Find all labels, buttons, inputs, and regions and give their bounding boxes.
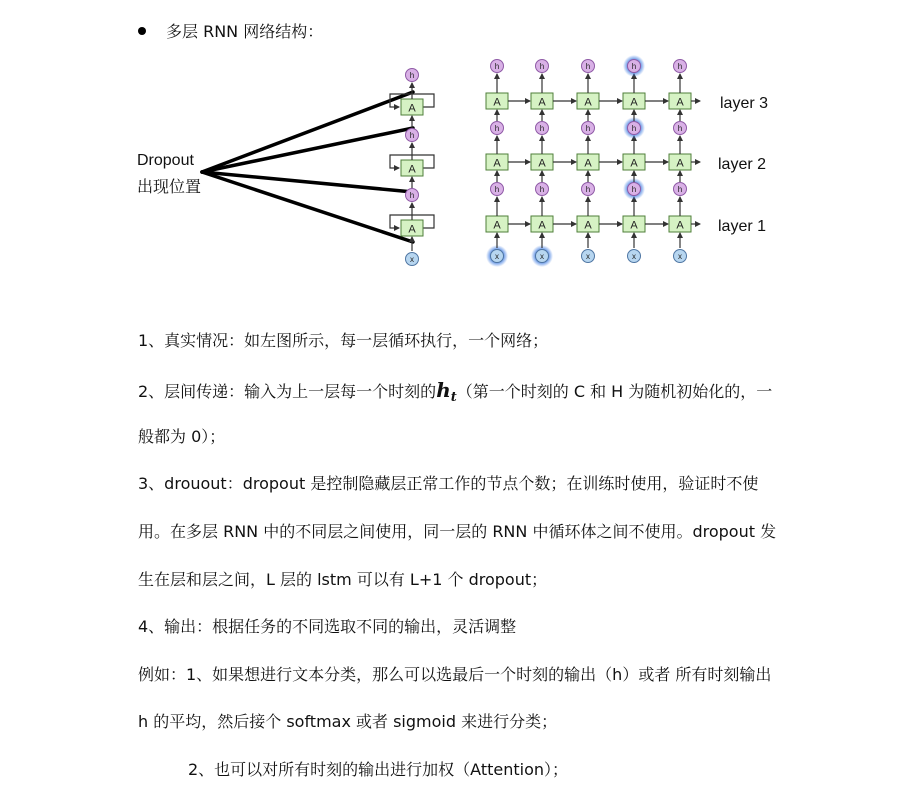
text-line-2-pre: 2、层间传递：输入为上一层每一个时刻的 (138, 382, 437, 401)
dropout-label: Dropout (137, 152, 194, 169)
dropout-position-label: 出现位置 (137, 177, 202, 196)
hidden-state-label: h (677, 185, 683, 194)
rnn-cell-label: A (630, 96, 638, 109)
rnn-cell-label: A (493, 219, 501, 232)
hidden-state-label: h (677, 124, 683, 133)
hidden-state-label: h (539, 185, 545, 194)
rnn-cell-label: A (676, 157, 684, 170)
text-line-8: 例如：1、如果想进行文本分类，那么可以选最后一个时刻的输出（h）或者 所有时刻输出 (138, 665, 772, 684)
hidden-state-label: h (539, 62, 545, 71)
rnn-cell-label: A (676, 219, 684, 232)
text-line-2-post: （第一个时刻的 C 和 H 为随机初始化的，一 (456, 382, 773, 401)
ht-subscript: t (450, 390, 457, 406)
rnn-cell-label: A (408, 223, 416, 236)
text-line-1: 1、真实情况：如左图所示，每一层循环执行，一个网络； (138, 331, 549, 350)
hidden-state-label: h (631, 62, 637, 71)
rnn-cell-label: A (493, 157, 501, 170)
input-label: x (540, 252, 544, 261)
layer-2-label: layer 2 (718, 156, 767, 173)
hidden-state-label: h (409, 191, 415, 200)
input-label: x (678, 252, 682, 261)
rnn-cell-label: A (630, 219, 638, 232)
text-line-6: 生在层和层之间，L 层的 lstm 可以有 L+1 个 dropout； (138, 570, 548, 589)
rnn-cell-label: A (538, 157, 546, 170)
rnn-cell-label: A (493, 96, 501, 109)
dropout-pointers (202, 92, 413, 242)
input-label: x (410, 255, 414, 264)
hidden-state-label: h (631, 185, 637, 194)
input-label: x (632, 252, 636, 261)
rnn-cell-label: A (538, 219, 546, 232)
rnn-cell-label: A (584, 96, 592, 109)
hidden-state-label: h (494, 185, 500, 194)
hidden-state-label: h (494, 124, 500, 133)
heading-text: 多层 RNN 网络结构： (166, 22, 324, 41)
rnn-cell-label: A (584, 219, 592, 232)
hidden-state-label: h (409, 71, 415, 80)
hidden-state-label: h (494, 62, 500, 71)
text-line-9: h 的平均，然后接个 softmax 或者 sigmoid 来进行分类； (138, 712, 558, 731)
text-line-7: 4、输出：根据任务的不同选取不同的输出，灵活调整 (138, 617, 517, 636)
rnn-cell-label: A (408, 163, 416, 176)
input-label: x (586, 252, 590, 261)
hidden-state-label: h (585, 62, 591, 71)
rnn-cell-label: A (676, 96, 684, 109)
text-line-2 (138, 378, 772, 410)
dropout-pointer-line (202, 92, 413, 172)
unrolled-rnn-grid (486, 55, 700, 267)
multilayer-rnn-diagram (0, 0, 908, 300)
rnn-cell-label: A (630, 157, 638, 170)
rnn-cell-label: A (538, 96, 546, 109)
input-label: x (495, 252, 499, 261)
hidden-state-label: h (539, 124, 545, 133)
ht-symbol: h (436, 378, 451, 402)
hidden-state-label: h (631, 124, 637, 133)
text-line-10: 2、也可以对所有时刻的输出进行加权（Attention）； (188, 760, 569, 779)
hidden-state-label: h (677, 62, 683, 71)
rnn-cell-label: A (408, 102, 416, 115)
layer-3-label: layer 3 (720, 95, 769, 112)
dropout-pointer-line (202, 128, 413, 172)
hidden-state-label: h (585, 124, 591, 133)
text-line-3: 般都为 0）； (138, 427, 226, 446)
rnn-cell-label: A (584, 157, 592, 170)
text-line-5: 用。在多层 RNN 中的不同层之间使用，同一层的 RNN 中循环体之间不使用。dropout 发 (138, 522, 777, 541)
hidden-state-label: h (585, 185, 591, 194)
layer-1-label: layer 1 (718, 218, 767, 235)
hidden-state-label: h (409, 131, 415, 140)
text-line-4: 3、drouout：dropout 是控制隐藏层正常工作的节点个数；在训练时使用，验证时不使 (138, 474, 759, 493)
